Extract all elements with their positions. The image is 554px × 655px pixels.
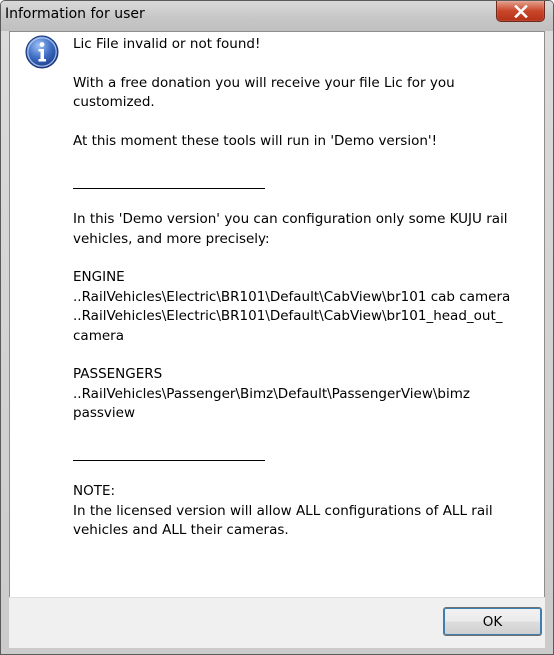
note-header: NOTE:: [73, 483, 116, 500]
window-title: Information for user: [5, 6, 145, 22]
engine-header: ENGINE: [73, 269, 125, 286]
title-bar[interactable]: [1, 1, 553, 31]
message-line: In this 'Demo version' you can configuration only some KUJU rail vehicles, and more precisely:: [73, 211, 512, 247]
divider: [73, 443, 265, 461]
engine-path: ..RailVehicles\Electric\BR101\Default\CabView\br101_head_out_ camera: [73, 308, 507, 344]
note-text: In the licensed version will allow ALL configurations of ALL rail vehicles and ALL their cameras.: [73, 502, 497, 539]
engine-path: ..RailVehicles\Electric\BR101\Default\CabView\br101 cab camera: [73, 288, 511, 305]
close-button[interactable]: [496, 1, 545, 22]
message-line: Lic File invalid or not found!: [73, 36, 261, 52]
close-icon: [514, 5, 528, 18]
passengers-path: ..RailVehicles\Passenger\Bimz\Default\PassengerView\bimz passview: [73, 385, 475, 422]
passengers-header: PASSENGERS: [73, 366, 163, 383]
message-line: With a free donation you will receive your file Lic for you customized.: [73, 74, 459, 111]
information-icon: [25, 35, 59, 69]
ok-button[interactable]: OK: [443, 607, 542, 636]
message-line: At this moment these tools will run in 'Demo version'!: [73, 133, 438, 149]
message-text: [73, 35, 513, 541]
divider: [73, 171, 265, 189]
